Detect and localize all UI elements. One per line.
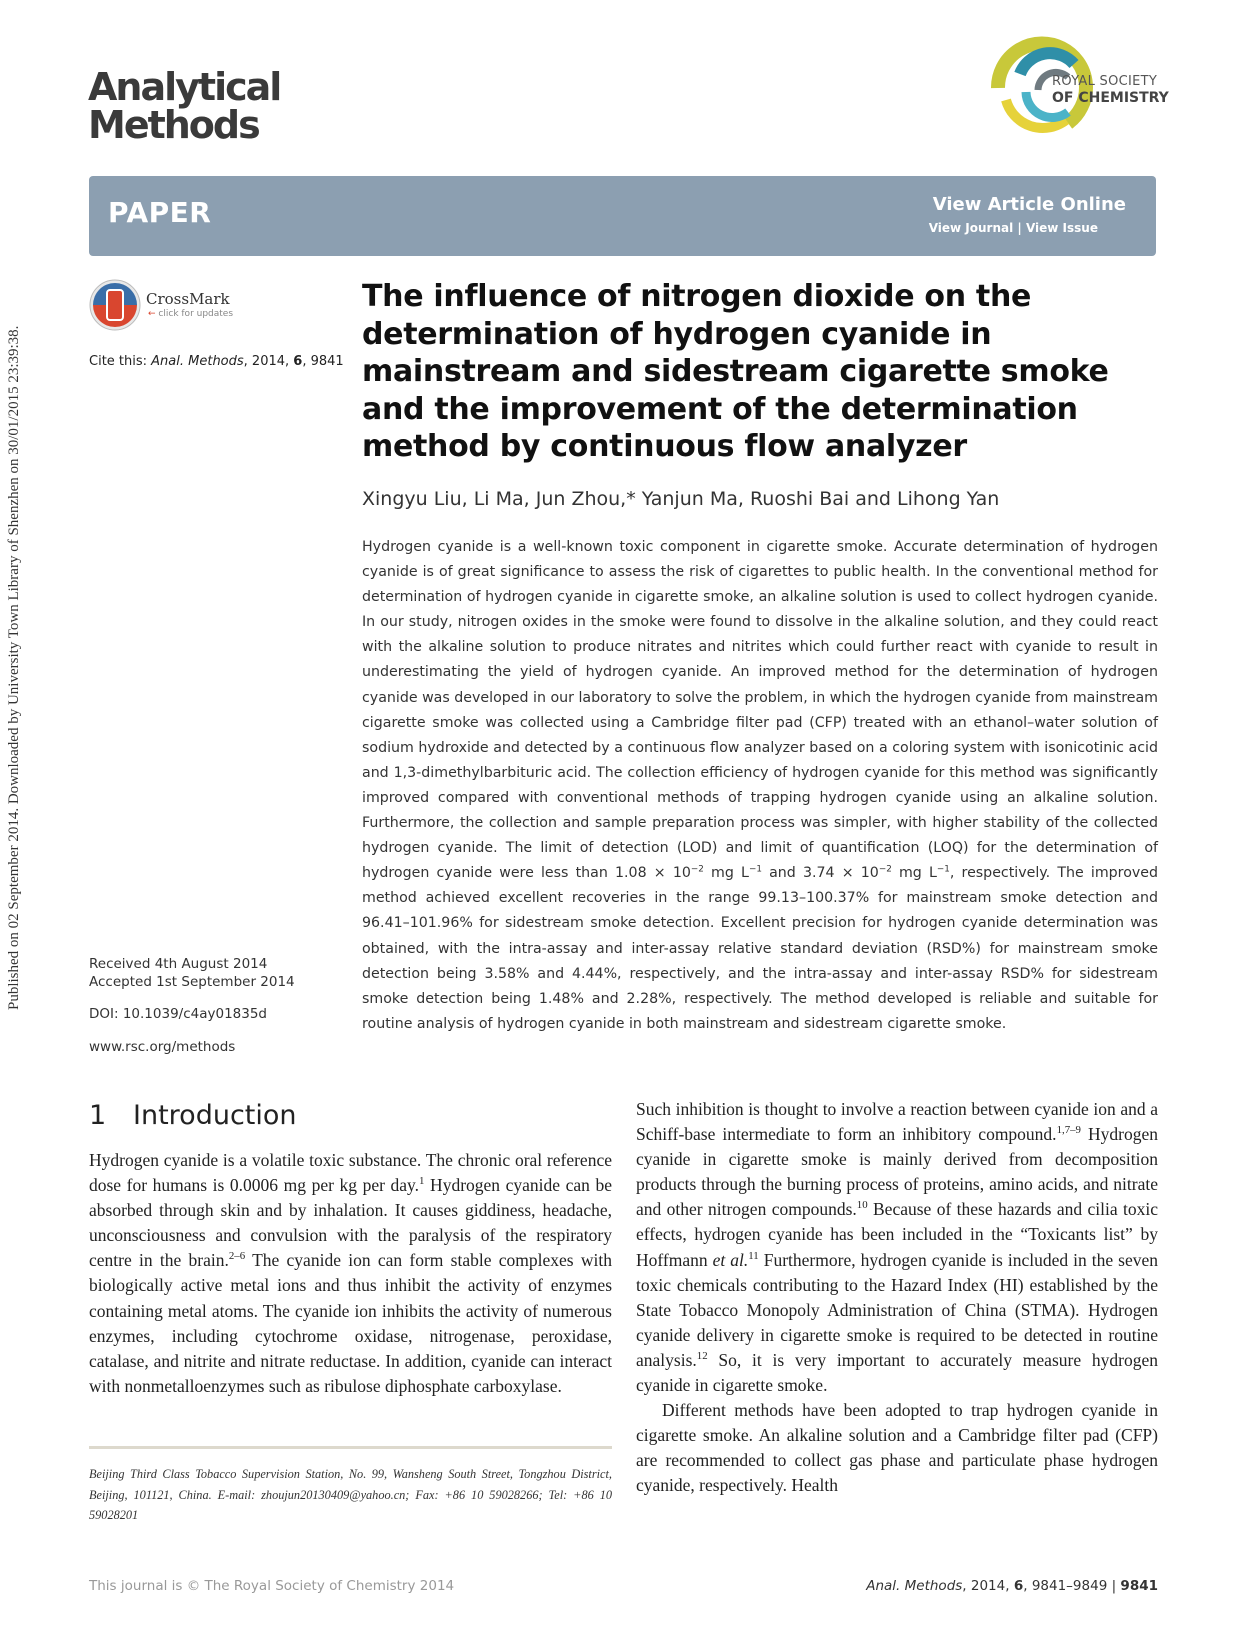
intro-column-left: Hydrogen cyanide is a volatile toxic substance. The chronic oral reference dose for humans is 0.0006 mg per kg per day.$^1$ Hydrogen cyanide can be absorbed through skin and by inhalation. It causes giddiness, headache, unconsciousness and convulsion with the paralysis of the respiratory centre in the brain.$^{2-6}$ The cyanide ion can form stable complexes with biologically active metal ions and thus inhibit the activity of enzymes containing metal atoms. The cyanide ion inhibits the activity of numerous enzymes, including cytochrome oxidase, nitrogenase, peroxidase, catalase, and nitrite and nitrate reductase. In addition, cyanide can interact with nonmetalloenzymes such as ribulose diphosphate carboxylase.	[89, 1150, 613, 1396]
article-type-label: PAPER	[108, 196, 212, 229]
article-title: The influence of nitrogen dioxide on the determination of hydrogen cyanide in mainstream and sidestream cigarette smoke and the improvement of the determination method by continuous flow analyzer	[362, 279, 1109, 464]
crossmark-sub[interactable]	[148, 309, 233, 319]
doi[interactable]: DOI: 10.1039/c4ay01835d	[89, 1006, 268, 1022]
cite-volume: 6	[293, 354, 303, 369]
accepted-date: Accepted 1st September 2014	[89, 974, 295, 990]
affiliation-footnote: Beijing Third Class Tobacco Supervision Station, No. 99, Wansheng South Street, Tongzhou District, Beijing, 101121, China. E-mail: zhoujun20130409@yahoo.cn; Fax: +86 10 59028266; Tel: +86 10 59028201	[89, 1467, 612, 1522]
view-links-separator: |	[1013, 221, 1026, 235]
section-number: 1	[89, 1100, 107, 1131]
page-number: 9841	[1120, 1578, 1158, 1594]
journal-title-line1: Analytical	[88, 65, 281, 109]
journal-title-line2: Methods	[88, 103, 259, 147]
view-article-online-link[interactable]: View Article Online	[932, 194, 1126, 215]
view-issue-link[interactable]: View Issue	[1025, 221, 1098, 235]
abstract: Hydrogen cyanide is a well-known toxic component in cigarette smoke. Accurate determination of hydrogen cyanide is of great significance to assess the risk of cigarettes to public health. In the conventional method for determination of hydrogen cyanide in cigarette smoke, an alkaline solution is used to collect hydrogen cyanide. In our study, nitrogen oxides in the smoke were found to dissolve in the alkaline solution, and they could react with the alkaline solution to produce nitrates and nitrites which could further react with cyanide to result in underestimating the yield of hydrogen cyanide. An improved method for the determination of hydrogen cyanide was developed in our laboratory to solve the problem, in which the hydrogen cyanide from mainstream cigarette smoke was collected using a Cambridge filter pad (CFP) treated with an ethanol–water solution of sodium hydroxide and detected by a continuous flow analyzer based on a coloring system with isonicotinic acid and 1,3-dimethylbarbituric acid. The collection efficiency of hydrogen cyanide for this method was significantly improved compared with conventional methods of trapping hydrogen cyanide using an alkaline solution. Furthermore, the collection and sample preparation process was simpler, with higher stability of the collected hydrogen cyanide. The limit of detection (LOD) and limit of quantification (LOQ) for the determination of hydrogen cyanide were less than $1.08 \times 10^{-2}$ mg $L^{-1}$ and $3.74 \times 10^{-2}$ mg $L^{-1}$, respectively. The improved method achieved excellent recoveries in the range 99.13–100.37% for mainstream smoke detection and 96.41–101.96% for sidestream smoke detection. Excellent precision for hydrogen cyanide determination was obtained, with the intra-assay and inter-assay relative standard deviation (RSD%) for mainstream smoke detection being 3.58% and 4.44%, respectively, and the intra-assay and inter-assay RSD% for sidestream smoke detection being 1.48% and 2.28%, respectively. The method developed is reliable and suitable for routine analysis of hydrogen cyanide in both mainstream and sidestream cigarette smoke.	[362, 539, 1159, 1032]
cite-journal: Anal. Methods	[151, 354, 244, 369]
cite-page: , 9841	[302, 354, 344, 369]
cite-year: , 2014,	[243, 354, 294, 369]
intro-column-right	[636, 1097, 1158, 1499]
crossmark-arrow-icon: ←	[148, 309, 156, 319]
ref-link[interactable]: 11	[748, 1249, 759, 1262]
crossmark-icon[interactable]	[88, 278, 142, 332]
view-journal-link[interactable]: View Journal	[928, 221, 1014, 235]
journal-url[interactable]: www.rsc.org/methods	[89, 1039, 236, 1055]
rsc-wordmark-line1: ROYAL SOCIETY	[1052, 74, 1158, 89]
view-links	[929, 221, 1098, 235]
ref-link[interactable]: 2–6	[228, 1250, 246, 1263]
ref-link[interactable]: 1	[419, 1175, 425, 1188]
received-date: Received 4th August 2014	[89, 956, 268, 972]
footnote-divider	[89, 1446, 612, 1449]
footer-copyright: This journal is © The Royal Society of Chemistry 2014	[89, 1578, 455, 1594]
rsc-wordmark	[1052, 74, 1169, 106]
ref-link[interactable]: 12	[696, 1350, 708, 1363]
crossmark-sub-text: click for updates	[158, 309, 234, 319]
journal-title[interactable]	[88, 65, 281, 147]
section-heading-introduction	[89, 1100, 297, 1131]
crossmark-label[interactable]: CrossMark	[146, 290, 230, 308]
article-type-banner	[89, 176, 1156, 256]
author-list: Xingyu Liu, Li Ma, Jun Zhou,* Yanjun Ma, Ruoshi Bai and Lihong Yan	[362, 488, 1000, 510]
paragraph: Such inhibition is thought to involve a reaction between cyanide ion and a Schiff-base intermediate to form an inhibitory compound.$^{1,7-9}$ Hydrogen cyanide in cigarette smoke is mainly derived from decomposition products through the burning process of proteins, amino acids, and nitrate and other nitrogen compounds.$^{10}$ Because of these hazards and cilia toxic effects, hydrogen cyanide has been included in the “Toxicants list” by Hoffmann et al.$^{11}$ Furthermore, hydrogen cyanide is included in the seven toxic chemicals contributing to the Hazard Index (HI) established by the State Tobacco Monopoly Administration of China (STMA). Hydrogen cyanide delivery in cigarette smoke is required to be detected in routine analysis.$^{12}$ So, it is very important to accurately measure hydrogen cyanide in cigarette smoke.	[636, 1099, 1159, 1396]
section-title: Introduction	[133, 1100, 297, 1131]
ref-link[interactable]: 1,7–9	[1056, 1124, 1081, 1137]
rsc-wordmark-line2: OF CHEMISTRY	[1052, 90, 1169, 106]
ref-link[interactable]: 10	[856, 1199, 868, 1212]
download-stamp: Published on 02 September 2014. Downloaded by University Town Library of Shenzhen on 30/01/2015 23:39:38.	[6, 325, 22, 1010]
footer-citation: Anal. Methods, 2014, 6, 9841–9849 | 9841	[866, 1578, 1158, 1594]
paragraph: Different methods have been adopted to trap hydrogen cyanide in cigarette smoke. An alkaline solution and a Cambridge filter pad (CFP) are recommended to collect gas phase and particulate phase hydrogen cyanide, respectively. Health	[636, 1400, 1158, 1496]
cite-prefix: Cite this:	[89, 354, 152, 369]
cite-this	[89, 354, 344, 369]
